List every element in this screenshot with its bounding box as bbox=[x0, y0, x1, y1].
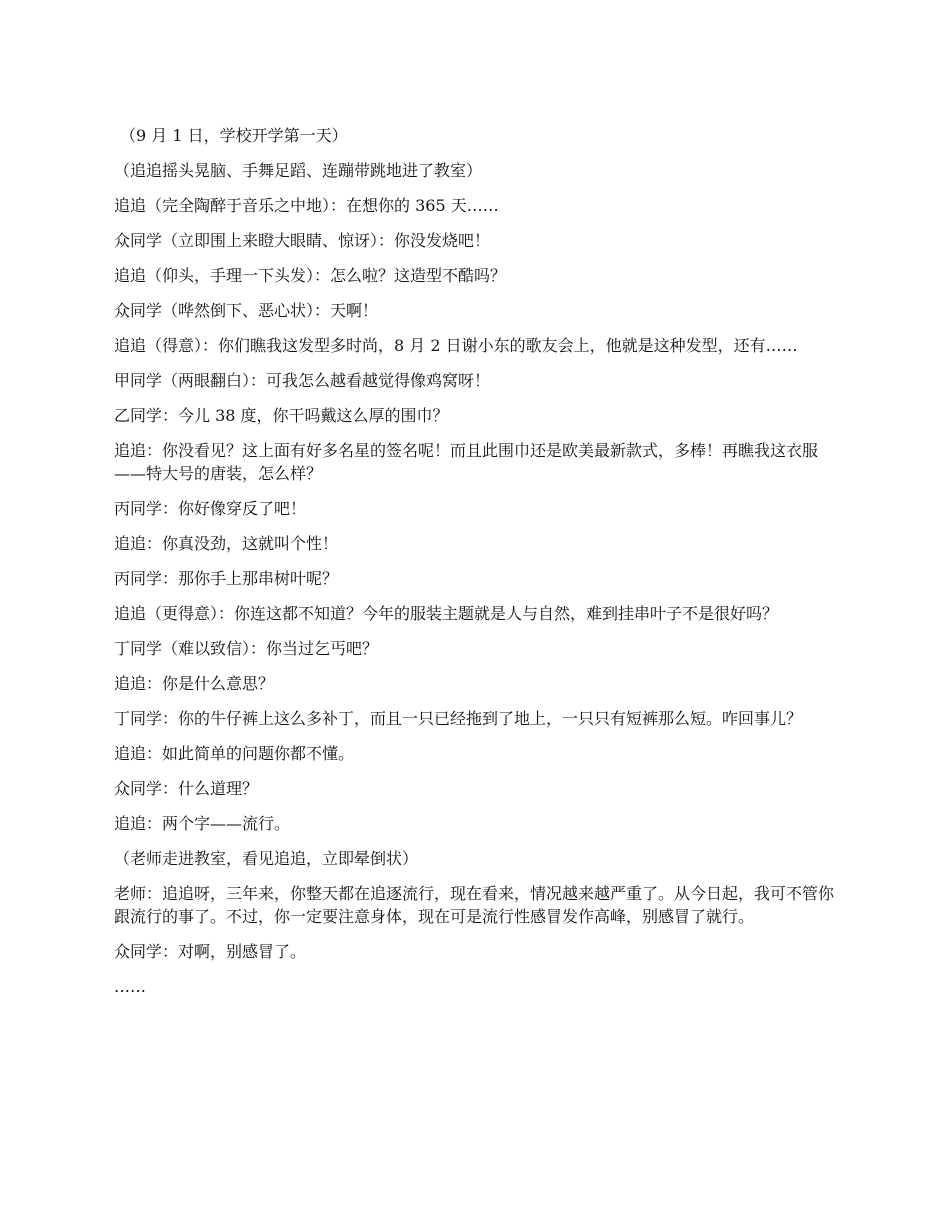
dialogue-line: 丙同学：那你手上那串树叶呢？ bbox=[114, 569, 339, 588]
dialogue-line: 追追（得意）：你们瞧我这发型多时尚，8 月 2 日谢小东的歌友会上，他就是这种发型，还有…… bbox=[114, 336, 798, 355]
dialogue-line: 追追：你是什么意思？ bbox=[114, 674, 275, 693]
dialogue-line: 追追：如此简单的问题你都不懂。 bbox=[114, 744, 355, 763]
dialogue-line: 丁同学（难以致信）：你当过乞丐吧？ bbox=[114, 639, 379, 658]
dialogue-line: 众同学（哗然倒下、恶心状）：天啊！ bbox=[114, 301, 379, 320]
dialogue-line: 众同学：什么道理？ bbox=[114, 779, 259, 798]
dialogue-line: 追追：你没看见？这上面有好多名星的签名呢！而且此围巾还是欧美最新款式，多棒！再瞧我这衣服——特大号的唐装，怎么样？ bbox=[114, 441, 819, 483]
dialogue-line: 追追（更得意）：你连这都不知道？今年的服装主题就是人与自然，难到挂串叶子不是很好吗？ bbox=[114, 604, 779, 623]
stage-direction: （9 月 1 日，学校开学第一天） bbox=[120, 126, 348, 145]
dialogue-line: 众同学：对啊，别感冒了。 bbox=[114, 942, 307, 961]
ellipsis: …… bbox=[114, 977, 146, 996]
dialogue-line: 老师：追追呀，三年来，你整天都在追逐流行，现在看来，情况越来越严重了。从今日起，我可不管你跟流行的事了。不过，你一定要注意身体，现在可是流行性感冒发作高峰，别感冒了就行。 bbox=[114, 884, 835, 926]
dialogue-line: 追追（仰头，手理一下头发）：怎么啦？这造型不酷吗？ bbox=[114, 266, 507, 285]
stage-direction: （老师走进教室，看见追追，立即晕倒状） bbox=[114, 849, 419, 868]
stage-direction: （追追摇头晃脑、手舞足蹈、连蹦带跳地进了教室） bbox=[114, 161, 483, 180]
dialogue-line: 追追（完全陶醉于音乐之中地）：在想你的 365 天…… bbox=[114, 196, 499, 215]
dialogue-line: 众同学（立即围上来瞪大眼睛、惊讶）：你没发烧吧！ bbox=[114, 231, 491, 250]
dialogue-line: 乙同学：今儿 38 度，你干吗戴这么厚的围巾？ bbox=[114, 406, 449, 425]
dialogue-line: 丙同学：你好像穿反了吧！ bbox=[114, 499, 307, 518]
dialogue-line: 追追：你真没劲，这就叫个性！ bbox=[114, 534, 339, 553]
document-body bbox=[114, 124, 844, 1010]
dialogue-line: 追追：两个字——流行。 bbox=[114, 814, 291, 833]
dialogue-line: 丁同学：你的牛仔裤上这么多补丁，而且一只已经拖到了地上，一只只有短裤那么短。咋回事儿？ bbox=[114, 709, 803, 728]
dialogue-line: 甲同学（两眼翻白）：可我怎么越看越觉得像鸡窝呀！ bbox=[114, 371, 491, 390]
